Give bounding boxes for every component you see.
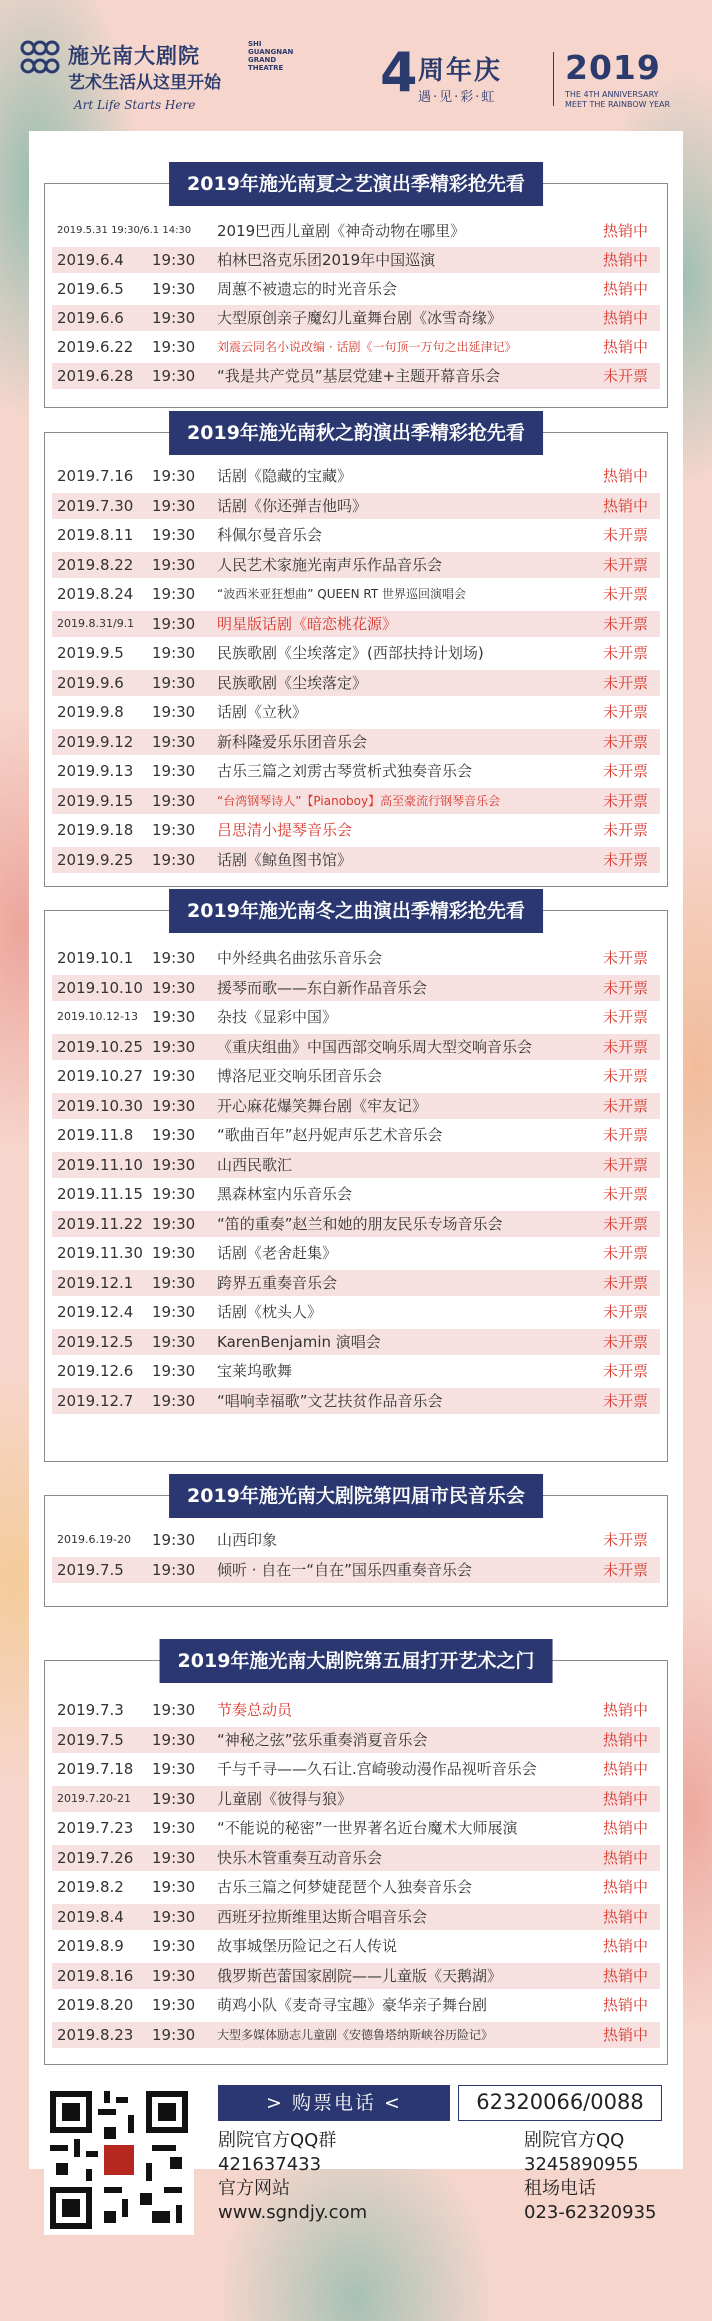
section-title: 2019年施光南夏之艺演出季精彩抢先看 [169, 162, 543, 206]
event-status: 未开票 [602, 1391, 648, 1410]
event-status: 未开票 [602, 585, 648, 603]
event-row[interactable] [52, 1181, 660, 1207]
event-row[interactable] [52, 1557, 660, 1583]
event-status: 未开票 [602, 1155, 648, 1174]
event-row[interactable] [52, 975, 660, 1001]
website-url[interactable]: www.sgndjy.com [218, 2202, 368, 2223]
event-status: 热销中 [602, 1730, 648, 1749]
event-row[interactable] [52, 847, 660, 873]
event-row[interactable] [52, 363, 660, 389]
event-name: 吕思清小提琴音乐会 [217, 821, 353, 839]
event-name: 故事城堡历险记之石人传说 [217, 1937, 398, 1955]
event-name: 快乐木管重奏互动音乐会 [217, 1848, 383, 1867]
event-status: 未开票 [602, 673, 648, 692]
event-name: “波西米亚狂想曲” QUEEN RT 世界巡回演唱会 [217, 587, 467, 601]
event-name: 新科隆爱乐乐团音乐会 [217, 732, 368, 751]
theatre-name-cn: 施光南大剧院 [68, 44, 200, 68]
event-time: 19:30 [152, 367, 196, 385]
qq-group-number[interactable]: 421637433 [218, 2154, 322, 2175]
event-time: 19:30 [152, 280, 196, 298]
event-time: 19:30 [152, 467, 196, 485]
event-status: 热销中 [602, 1789, 648, 1808]
event-date: 2019.6.19-20 [57, 1533, 131, 1546]
event-row[interactable] [52, 1063, 660, 1089]
event-name: 古乐三篇之何梦婕琵琶个人独奏音乐会 [217, 1878, 473, 1896]
event-time: 19:30 [152, 1760, 196, 1778]
event-time: 19:30 [152, 555, 196, 574]
event-status: 热销中 [602, 309, 648, 327]
event-date: 2019.12.4 [57, 1303, 134, 1321]
event-time: 19:30 [152, 1819, 196, 1837]
event-row[interactable] [52, 1270, 660, 1296]
event-date: 2019.11.8 [57, 1126, 134, 1144]
event-row[interactable] [52, 817, 660, 843]
event-status: 热销中 [602, 1966, 648, 1985]
event-date: 2019.7.20-21 [57, 1791, 131, 1805]
schedule-section [44, 900, 668, 1462]
event-time: 19:30 [152, 978, 196, 997]
event-status: 未开票 [602, 1531, 648, 1549]
event-date: 2019.12.1 [57, 1273, 134, 1292]
event-time: 19:30 [152, 1303, 196, 1321]
event-status: 未开票 [602, 1273, 648, 1292]
event-status: 热销中 [602, 1996, 648, 2014]
event-name: 话剧《老舍赶集》 [217, 1244, 338, 1262]
event-status: 未开票 [602, 791, 648, 810]
event-date: 2019.10.30 [57, 1096, 143, 1115]
event-date: 2019.9.6 [57, 673, 124, 692]
event-name: 刘震云同名小说改编 · 话剧《一句顶一万句之出延津记》 [217, 340, 517, 354]
event-row[interactable] [52, 611, 660, 637]
event-name: 山西民歌汇 [217, 1155, 293, 1174]
ticket-phone-number[interactable]: 62320066/0088 [458, 2085, 662, 2121]
official-qq-label: 剧院官方QQ [524, 2130, 625, 2151]
schedule-section [44, 422, 668, 887]
event-row[interactable] [52, 463, 660, 489]
event-date: 2019.7.18 [57, 1760, 134, 1778]
event-date: 2019.7.23 [57, 1819, 134, 1837]
event-name: 周蕙不被遗忘的时光音乐会 [217, 280, 398, 298]
event-name: 民族歌剧《尘埃落定》(西部扶持计划场) [217, 644, 484, 662]
event-name: “歌曲百年”赵丹妮声乐艺术音乐会 [217, 1126, 443, 1144]
event-name: 俄罗斯芭蕾国家剧院——儿童版《天鹅湖》 [217, 1966, 503, 1985]
event-name: 节奏总动员 [217, 1701, 293, 1719]
event-status: 未开票 [602, 1126, 648, 1144]
header [0, 0, 712, 125]
event-time: 19:30 [152, 1214, 196, 1233]
event-row[interactable] [52, 729, 660, 755]
event-status: 热销中 [602, 1937, 648, 1955]
event-time: 19:30 [152, 338, 196, 356]
event-name: 儿童剧《彼得与狼》 [217, 1789, 353, 1808]
event-row[interactable] [52, 1122, 660, 1148]
event-row[interactable] [52, 1240, 660, 1266]
event-time: 19:30 [152, 1332, 196, 1351]
event-date: 2019.9.12 [57, 732, 134, 751]
event-status: 未开票 [602, 644, 648, 662]
event-time: 19:30 [152, 1037, 196, 1056]
event-name: 《重庆组曲》中国西部交响乐周大型交响音乐会 [217, 1037, 533, 1056]
event-status: 未开票 [602, 732, 648, 751]
event-row[interactable] [52, 522, 660, 548]
event-name: 2019巴西儿童剧《神奇动物在哪里》 [217, 222, 466, 240]
event-time: 19:30 [152, 1996, 196, 2014]
event-date: 2019.10.27 [57, 1067, 143, 1085]
event-date: 2019.9.18 [57, 821, 134, 839]
event-time: 19:30 [152, 1391, 196, 1410]
event-date: 2019.11.22 [57, 1214, 143, 1233]
event-date: 2019.9.13 [57, 762, 134, 780]
event-time: 19:30 [152, 1789, 196, 1808]
event-status: 未开票 [602, 1067, 648, 1085]
event-time: 19:30 [152, 1185, 196, 1203]
event-name: 民族歌剧《尘埃落定》 [217, 673, 368, 692]
event-date: 2019.11.30 [57, 1244, 143, 1262]
event-date: 2019.8.16 [57, 1966, 134, 1985]
event-date: 2019.7.30 [57, 496, 134, 515]
event-row[interactable] [52, 1034, 660, 1060]
event-row[interactable] [52, 1904, 660, 1930]
event-row[interactable] [52, 334, 660, 360]
event-date: 2019.8.24 [57, 585, 134, 603]
event-status: 热销中 [602, 222, 648, 240]
event-name: 话剧《隐藏的宝藏》 [217, 467, 353, 485]
event-name: “不能说的秘密”一世界著名近台魔术大师展演 [217, 1819, 518, 1837]
header-divider [553, 52, 554, 106]
event-time: 19:30 [152, 1878, 196, 1896]
event-date: 2019.9.5 [57, 644, 124, 662]
anniversary-subtitle: 遇·见·彩·虹 [418, 90, 497, 105]
event-date: 2019.7.16 [57, 467, 134, 485]
event-name: 跨界五重奏音乐会 [217, 1273, 338, 1292]
event-time: 19:30 [152, 251, 196, 269]
section-title: 2019年施光南大剧院第四届市民音乐会 [169, 1474, 543, 1518]
event-status: 未开票 [602, 1096, 648, 1115]
event-status: 未开票 [602, 949, 648, 967]
event-status: 未开票 [602, 1560, 648, 1579]
event-name: 开心麻花爆笑舞台剧《牢友记》 [217, 1096, 428, 1115]
event-row[interactable] [52, 640, 660, 666]
event-time: 19:30 [152, 1008, 196, 1026]
event-date: 2019.9.25 [57, 850, 134, 869]
official-qq-number[interactable]: 3245890955 [524, 2154, 639, 2175]
event-name: “台湾钢琴诗人”【Pianoboy】高至豪流行钢琴音乐会 [217, 793, 501, 808]
anniversary-year: 2019 [565, 48, 661, 87]
event-time: 19:30 [152, 1848, 196, 1867]
event-row[interactable] [52, 1874, 660, 1900]
event-time: 19:30 [152, 1937, 196, 1955]
event-date: 2019.12.6 [57, 1362, 134, 1380]
event-row[interactable] [52, 670, 660, 696]
event-time: 19:30 [152, 762, 196, 780]
event-name: “神秘之弦”弦乐重奏消夏音乐会 [217, 1730, 428, 1749]
event-status: 热销中 [602, 1848, 648, 1867]
theatre-logo-icon [18, 38, 62, 78]
event-row[interactable] [52, 758, 660, 784]
qr-code-icon [44, 2085, 194, 2235]
event-date: 2019.6.28 [57, 367, 134, 385]
event-date: 2019.11.10 [57, 1155, 143, 1174]
section-title: 2019年施光南秋之韵演出季精彩抢先看 [169, 411, 543, 455]
event-status: 未开票 [602, 1362, 648, 1380]
event-row[interactable] [52, 1963, 660, 1989]
event-name: 话剧《立秋》 [217, 703, 308, 721]
event-time: 19:30 [152, 850, 196, 869]
event-status: 未开票 [602, 978, 648, 997]
event-time: 19:30 [152, 732, 196, 751]
event-row[interactable] [52, 1845, 660, 1871]
event-time: 19:30 [152, 1155, 196, 1174]
event-date: 2019.7.5 [57, 1730, 124, 1749]
event-row[interactable] [52, 305, 660, 331]
event-row[interactable] [52, 788, 660, 814]
event-status: 未开票 [602, 367, 648, 385]
website-label: 官方网站 [218, 2178, 290, 2199]
event-name: 话剧《鲸鱼图书馆》 [217, 850, 353, 869]
event-row[interactable] [52, 218, 660, 244]
event-row[interactable] [52, 1815, 660, 1841]
event-status: 热销中 [602, 280, 648, 298]
event-time: 19:30 [152, 821, 196, 839]
event-date: 2019.7.5 [57, 1560, 124, 1579]
event-date: 2019.8.22 [57, 555, 134, 574]
event-time: 19:30 [152, 1701, 196, 1719]
event-name: KarenBenjamin 演唱会 [217, 1332, 381, 1351]
event-status: 热销中 [602, 1760, 648, 1778]
event-row[interactable] [52, 1211, 660, 1237]
event-status: 未开票 [602, 850, 648, 869]
event-time: 19:30 [152, 1966, 196, 1985]
event-status: 未开票 [602, 762, 648, 780]
event-name: 博洛尼亚交响乐团音乐会 [217, 1067, 383, 1085]
event-name: 人民艺术家施光南声乐作品音乐会 [217, 555, 443, 574]
event-status: 热销中 [602, 2025, 648, 2044]
event-status: 未开票 [602, 1244, 648, 1262]
event-date: 2019.8.11 [57, 526, 134, 544]
event-status: 热销中 [602, 1701, 648, 1719]
event-time: 19:30 [152, 1560, 196, 1579]
event-date: 2019.8.20 [57, 1996, 134, 2014]
event-name: 中外经典名曲弦乐音乐会 [217, 949, 383, 967]
event-name: 援琴而歌——东白新作品音乐会 [217, 978, 428, 997]
event-status: 未开票 [602, 1008, 648, 1026]
event-row[interactable] [52, 699, 660, 725]
event-date: 2019.7.3 [57, 1701, 124, 1719]
event-name: 明星版话剧《暗恋桃花源》 [217, 614, 398, 633]
event-date: 2019.6.4 [57, 251, 124, 269]
theatre-slogan: 艺术生活从这里开始 [68, 73, 221, 93]
event-name: 大型原创亲子魔幻儿童舞台剧《冰雪奇缘》 [217, 309, 503, 327]
event-time: 19:30 [152, 309, 196, 327]
event-date: 2019.10.25 [57, 1037, 143, 1056]
event-row[interactable] [52, 276, 660, 302]
event-time: 19:30 [152, 1907, 196, 1926]
event-date: 2019.10.1 [57, 949, 134, 967]
event-row[interactable] [52, 247, 660, 273]
theatre-name-en: SHI GUANGNAN GRAND THEATRE [248, 40, 294, 72]
event-status: 未开票 [602, 1037, 648, 1056]
event-time: 19:30 [152, 2025, 196, 2044]
event-name: 宝莱坞歌舞 [217, 1362, 293, 1380]
event-name: 黑森林室内乐音乐会 [217, 1185, 353, 1203]
event-row[interactable] [52, 1358, 660, 1384]
event-time: 19:30 [152, 526, 196, 544]
event-date: 2019.8.31/9.1 [57, 616, 135, 630]
schedule-section [44, 173, 668, 408]
event-status: 未开票 [602, 555, 648, 574]
event-status: 未开票 [602, 1332, 648, 1351]
anniversary-title: 周年庆 [418, 56, 503, 86]
event-status: 未开票 [602, 614, 648, 633]
event-row[interactable] [52, 1329, 660, 1355]
event-name: 大型多媒体励志儿童剧《安德鲁塔纳斯峡谷历险记》 [217, 2027, 494, 2042]
event-time: 19:30 [152, 1273, 196, 1292]
event-row[interactable] [52, 1388, 660, 1414]
event-time: 19:30 [152, 1096, 196, 1115]
event-status: 热销中 [602, 338, 648, 356]
event-row[interactable] [52, 493, 660, 519]
event-row[interactable] [52, 1152, 660, 1178]
event-row[interactable] [52, 1786, 660, 1812]
event-row[interactable] [52, 1697, 660, 1723]
event-name: “我是共产党员”基层党建+主题开幕音乐会 [217, 367, 501, 385]
anniversary-en-line1: THE 4TH ANNIVERSARY [565, 90, 659, 99]
rental-phone-number[interactable]: 023-62320935 [524, 2202, 657, 2223]
event-row[interactable] [52, 1299, 660, 1325]
event-status: 热销中 [602, 1819, 648, 1837]
event-row[interactable] [52, 552, 660, 578]
event-date: 2019.8.2 [57, 1878, 124, 1896]
event-status: 热销中 [602, 467, 648, 485]
event-date: 2019.11.15 [57, 1185, 143, 1203]
event-time: 19:30 [152, 1244, 196, 1262]
event-time: 19:30 [152, 1067, 196, 1085]
event-row[interactable] [52, 1992, 660, 2018]
event-row[interactable] [52, 1933, 660, 1959]
event-date: 2019.8.9 [57, 1937, 124, 1955]
event-date: 2019.12.5 [57, 1332, 134, 1351]
section-title: 2019年施光南大剧院第五届打开艺术之门 [160, 1639, 553, 1683]
event-name: 古乐三篇之刘雳古琴赏析式独奏音乐会 [217, 762, 473, 780]
qr-code[interactable] [44, 2085, 194, 2235]
event-time: 19:30 [152, 644, 196, 662]
event-date: 2019.9.15 [57, 791, 134, 810]
theatre-slogan-en: Art Life Starts Here [74, 98, 196, 112]
event-date: 2019.8.4 [57, 1907, 124, 1926]
event-status: 热销中 [602, 1878, 648, 1896]
event-name: 千与千寻——久石让.宫崎骏动漫作品视听音乐会 [217, 1760, 537, 1778]
event-date: 2019.10.12-13 [57, 1010, 138, 1023]
event-time: 19:30 [152, 1531, 196, 1549]
event-row[interactable] [52, 2022, 660, 2048]
event-status: 热销中 [602, 1907, 648, 1926]
event-time: 19:30 [152, 614, 196, 633]
section-title: 2019年施光南冬之曲演出季精彩抢先看 [169, 889, 543, 933]
event-name: “唱响幸福歌”文艺扶贫作品音乐会 [217, 1391, 443, 1410]
schedule-section [44, 1485, 668, 1607]
anniversary-en [565, 90, 670, 110]
event-date: 2019.6.6 [57, 309, 124, 327]
event-row[interactable] [52, 1093, 660, 1119]
event-row[interactable] [52, 1727, 660, 1753]
event-name: 柏林巴洛克乐团2019年中国巡演 [217, 251, 436, 269]
event-time: 19:30 [152, 791, 196, 810]
event-name: 科佩尔曼音乐会 [217, 526, 323, 544]
ticket-phone-label: > 购票电话 < [218, 2085, 450, 2121]
event-date: 2019.6.22 [57, 338, 134, 356]
event-name: 杂技《显彩中国》 [217, 1008, 338, 1026]
event-time: 19:30 [152, 1126, 196, 1144]
event-date: 2019.9.8 [57, 703, 124, 721]
schedule-section [44, 1650, 668, 2065]
event-status: 未开票 [602, 1214, 648, 1233]
event-row[interactable] [52, 1756, 660, 1782]
event-date: 2019.10.10 [57, 978, 143, 997]
event-status: 未开票 [602, 821, 648, 839]
event-time: 19:30 [152, 1362, 196, 1380]
event-date: 2019.5.31 19:30/6.1 14:30 [57, 225, 192, 236]
event-row[interactable] [52, 1527, 660, 1553]
event-status: 未开票 [602, 1303, 648, 1321]
event-time: 19:30 [152, 496, 196, 515]
anniversary-en-line2: MEET THE RAINBOW YEAR [565, 100, 671, 109]
event-date: 2019.6.5 [57, 280, 124, 298]
event-status: 热销中 [602, 251, 648, 269]
event-time: 19:30 [152, 949, 196, 967]
event-date: 2019.8.23 [57, 2025, 134, 2044]
rental-phone-label: 租场电话 [524, 2178, 596, 2199]
anniversary-number: 4 [380, 41, 418, 104]
event-time: 19:30 [152, 1730, 196, 1749]
event-name: 山西印象 [217, 1531, 278, 1549]
event-row[interactable] [52, 945, 660, 971]
event-name: 萌鸡小队《麦奇寻宝趣》豪华亲子舞台剧 [217, 1996, 488, 2014]
event-name: “笛的重奏”赵兰和她的朋友民乐专场音乐会 [217, 1214, 503, 1233]
event-time: 19:30 [152, 703, 196, 721]
event-name: 话剧《枕头人》 [217, 1303, 323, 1321]
event-date: 2019.7.26 [57, 1848, 134, 1867]
event-name: 西班牙拉斯维里达斯合唱音乐会 [217, 1907, 428, 1926]
event-name: 倾听 · 自在一“自在”国乐四重奏音乐会 [217, 1560, 472, 1579]
event-name: 话剧《你还弹吉他吗》 [217, 496, 368, 515]
qq-group-label: 剧院官方QQ群 [218, 2130, 337, 2151]
event-status: 未开票 [602, 703, 648, 721]
event-status: 未开票 [602, 1185, 648, 1203]
event-status: 未开票 [602, 526, 648, 544]
event-status: 热销中 [602, 496, 648, 515]
event-time: 19:30 [152, 673, 196, 692]
event-time: 19:30 [152, 585, 196, 603]
event-row[interactable] [52, 581, 660, 607]
event-row[interactable] [52, 1004, 660, 1030]
event-date: 2019.12.7 [57, 1391, 134, 1410]
